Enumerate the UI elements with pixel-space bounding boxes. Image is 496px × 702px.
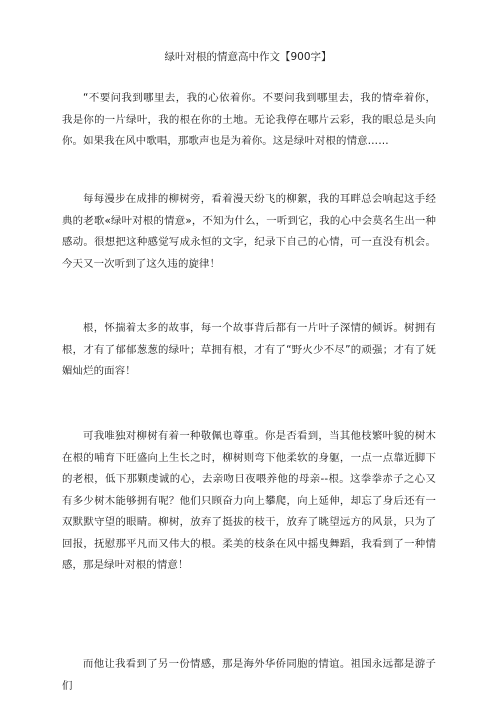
document-title: 绿叶对根的情意高中作文【900字】 [164,51,332,63]
paragraph-5: 而他让我看到了另一份情感，那是海外华侨同胞的情谊。祖国永远都是游子们 [62,658,436,692]
paragraph-1: “不要问我到哪里去，我的心依着你。不要问我到哪里去，我的情牵着你，我是你的一片绿叶，我的根在你的土地。无论我停在哪片云彩，我的眼总是头向你。如果我在风中歌唱，那歌声也是为着你。这是绿叶对根的情意…… [62,92,436,147]
paragraph-3: 根，怀揣着太多的故事，每一个故事背后都有一片叶子深情的倾诉。树拥有根，才有了郁郁葱葱的绿叶；草拥有根，才有了“野火少不尽”的顽强；才有了妩媚灿烂的面容！ [62,322,436,377]
paragraph-4: 可我唯独对柳树有着一种敬佩也尊重。你是否看到，当其他枝繁叶貌的树木在根的哺育下旺盛向上生长之时，柳树则弯下他柔软的身躯，一点一点靠近脚下的老根，低下那颗虔诚的心，去亲吻日夜喂养他的母亲--根。这拳拳赤子之心又有多少树木能够拥有呢？他们只顾奋力向上攀爬，向上延伸，却忘了身后还有一双默默守望的眼睛。柳树，放弃了挺拔的枝干，放弃了眺望远方的风景，只为了回报，抚慰那平凡而又伟大的根。柔美的枝条在风中摇曳舞蹈，我看到了一种情感，那是绿叶对根的情意！ [62,430,436,571]
paragraph-2: 每每漫步在成排的柳树旁，看着漫天纷飞的柳絮，我的耳畔总会响起这手经典的老歌«绿叶对根的情意»，不知为什么，一听到它，我的心中会莫名生出一种感动。很想把这种感觉写成永恒的文字，纪录下自己的心情，可一直没有机会。今天又一次听到了这久违的旋律！ [62,193,436,270]
